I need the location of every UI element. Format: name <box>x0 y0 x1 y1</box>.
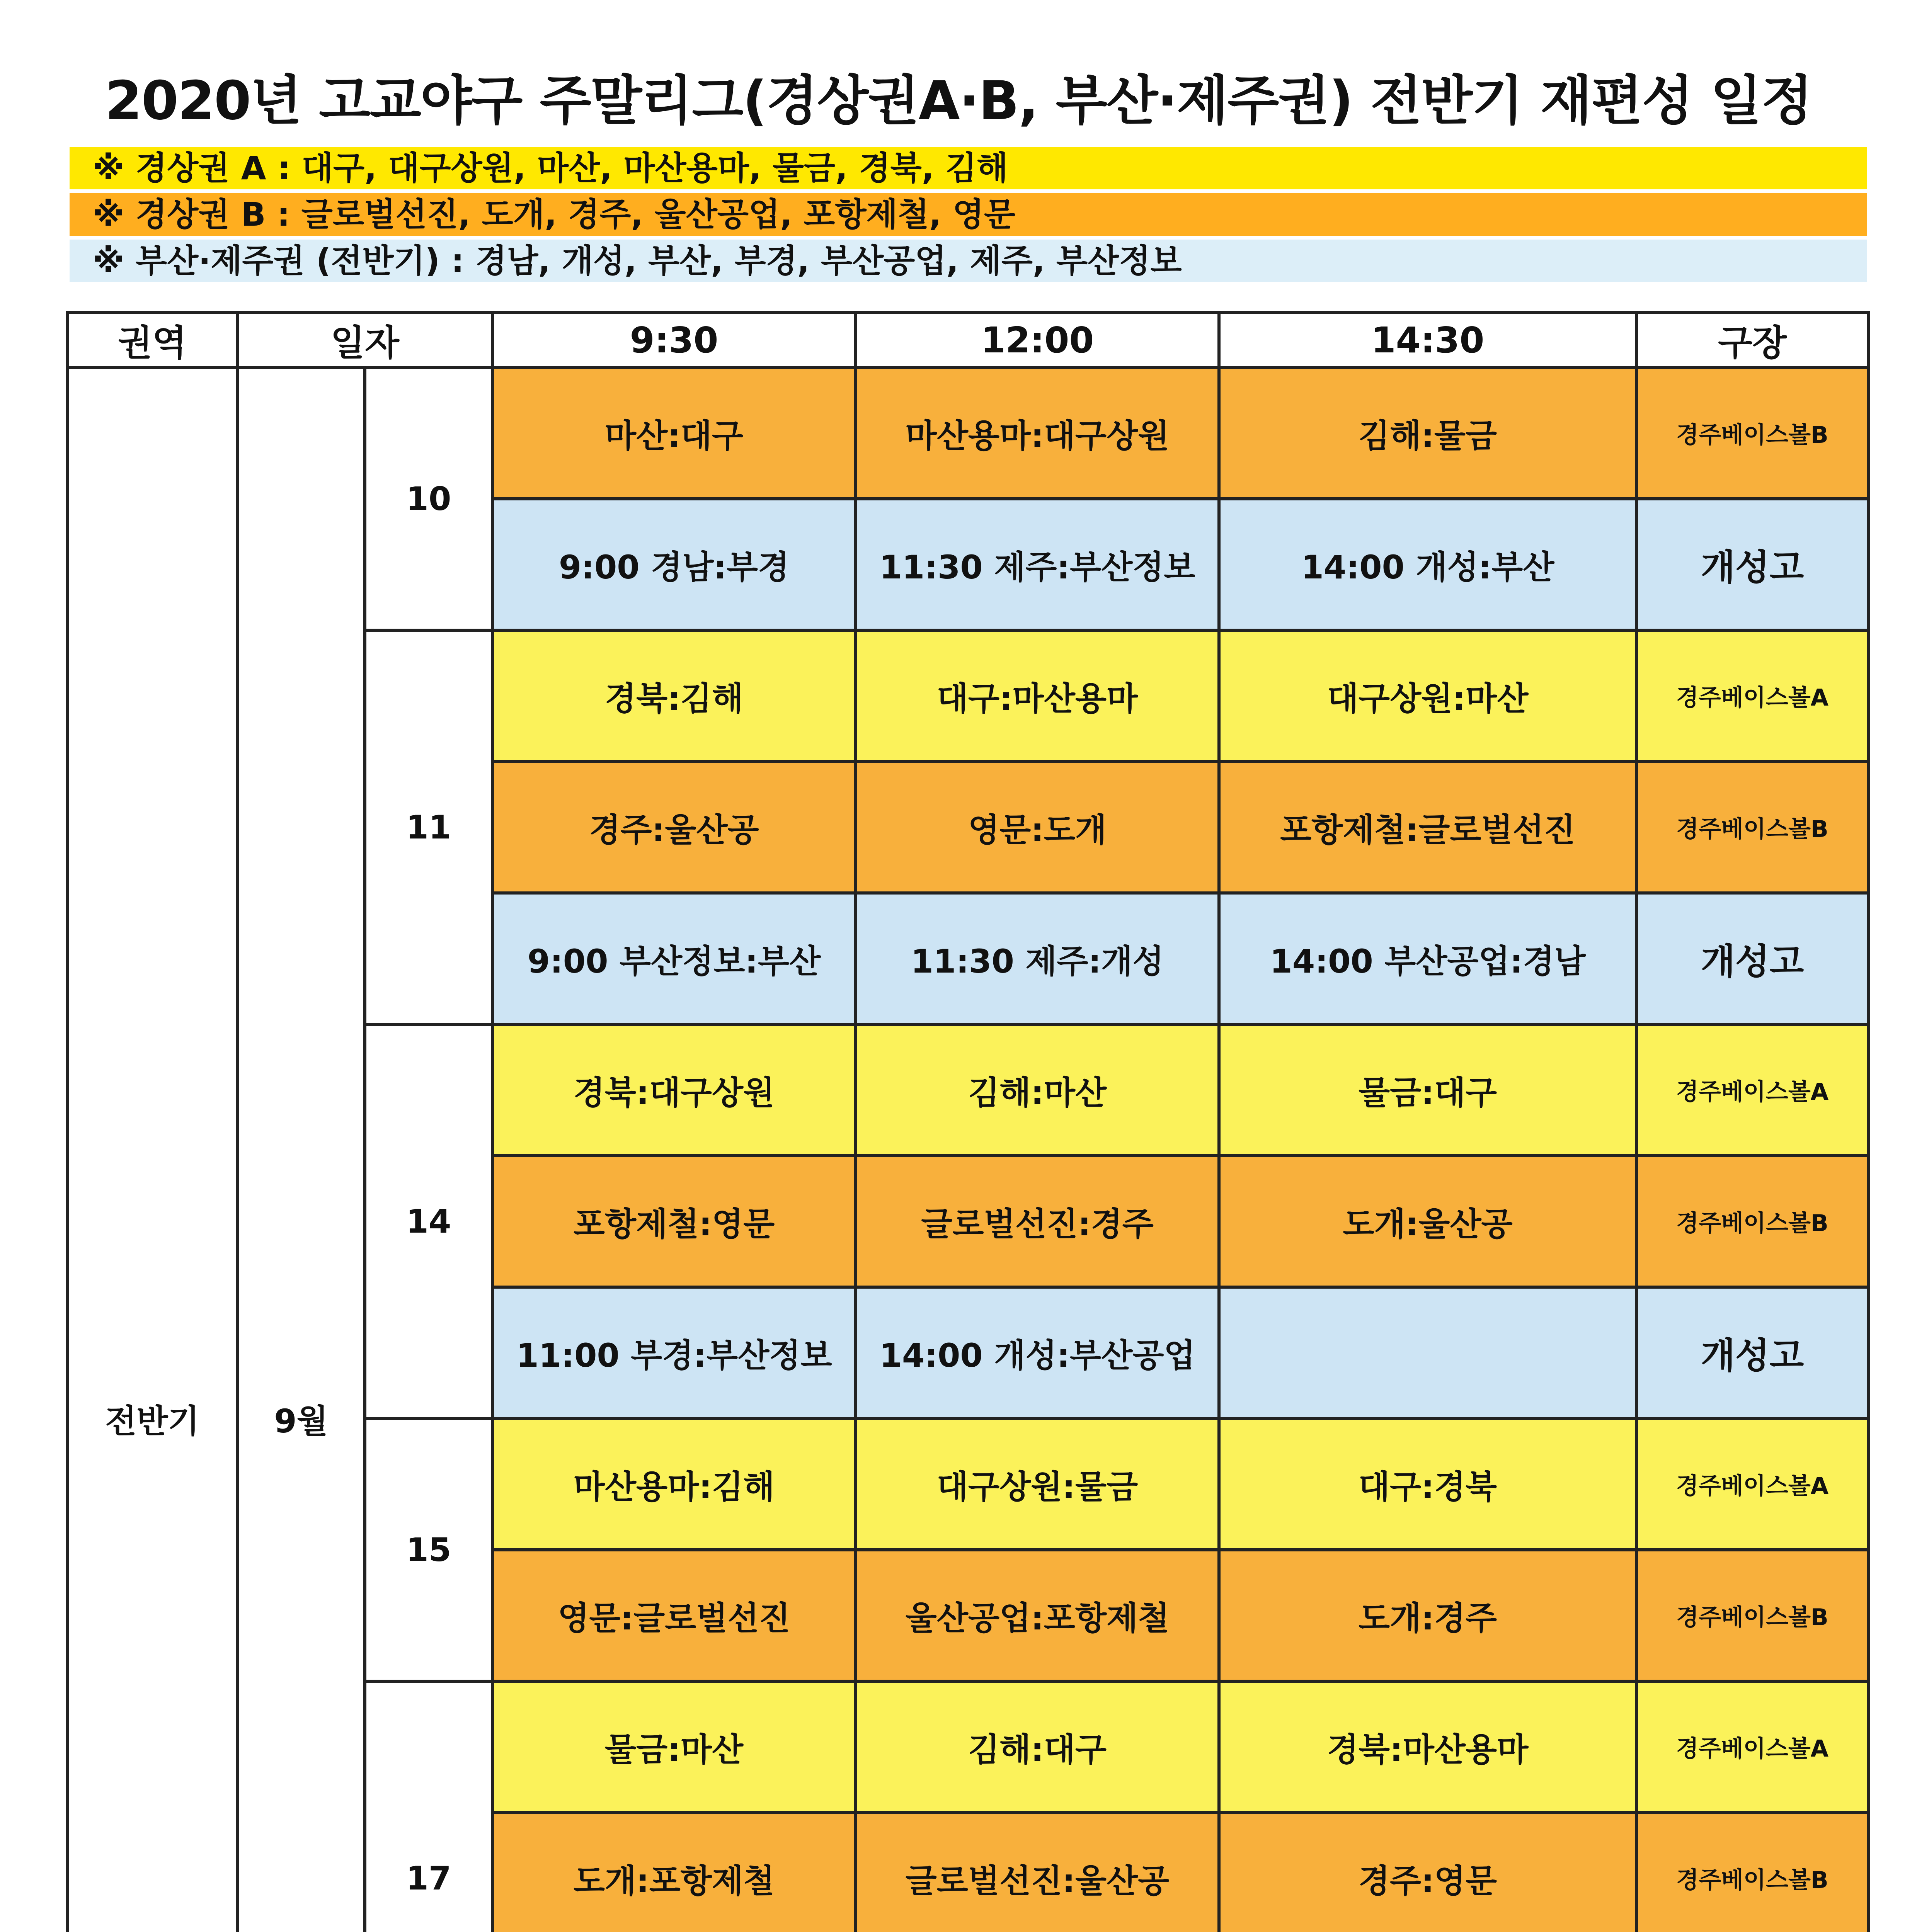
venue-cell: 경주베이스볼B <box>1636 1550 1868 1681</box>
header-time-3: 14:30 <box>1219 313 1636 367</box>
venue-cell: 경주베이스볼A <box>1636 1024 1868 1156</box>
game-cell: 글로벌선진:경주 <box>856 1156 1219 1287</box>
venue-cell: 경주베이스볼B <box>1636 367 1868 499</box>
venue-cell: 경주베이스볼B <box>1636 1156 1868 1287</box>
day-cell: 10 <box>365 367 492 630</box>
legend-gyeongsang-a: ※ 경상권 A : 대구, 대구상원, 마산, 마산용마, 물금, 경북, 김해 <box>70 147 1867 189</box>
period-cell: 전반기 <box>67 367 237 1932</box>
venue-cell: 경주베이스볼A <box>1636 1681 1868 1813</box>
schedule-table <box>66 311 1870 1932</box>
header-row <box>67 313 1868 367</box>
game-cell: 11:00 부경:부산정보 <box>492 1287 856 1418</box>
game-cell: 영문:도개 <box>856 762 1219 893</box>
game-cell: 경주:영문 <box>1219 1813 1636 1932</box>
game-cell: 마산:대구 <box>492 367 856 499</box>
venue-cell: 경주베이스볼B <box>1636 762 1868 893</box>
game-cell: 영문:글로벌선진 <box>492 1550 856 1681</box>
venue-cell: 경주베이스볼A <box>1636 630 1868 762</box>
legend-busan-jeju: ※ 부산·제주권 (전반기) : 경남, 개성, 부산, 부경, 부산공업, 제주, 부산정보 <box>70 240 1867 282</box>
game-cell: 대구상원:마산 <box>1219 630 1636 762</box>
game-cell: 울산공업:포항제철 <box>856 1550 1219 1681</box>
game-cell: 글로벌선진:울산공 <box>856 1813 1219 1932</box>
game-cell: 경북:마산용마 <box>1219 1681 1636 1813</box>
header-time-1: 9:30 <box>492 313 856 367</box>
legend-gyeongsang-b: ※ 경상권 B : 글로벌선진, 도개, 경주, 울산공업, 포항제철, 영문 <box>70 193 1867 236</box>
day-cell: 14 <box>365 1024 492 1418</box>
game-cell: 경북:김해 <box>492 630 856 762</box>
game-cell <box>1219 1287 1636 1418</box>
header-date: 일자 <box>237 313 492 367</box>
game-cell: 경주:울산공 <box>492 762 856 893</box>
header-time-2: 12:00 <box>856 313 1219 367</box>
venue-cell: 경주베이스볼A <box>1636 1418 1868 1550</box>
game-cell: 김해:대구 <box>856 1681 1219 1813</box>
game-cell: 경북:대구상원 <box>492 1024 856 1156</box>
game-cell: 대구상원:물금 <box>856 1418 1219 1550</box>
header-region: 권역 <box>67 313 237 367</box>
game-cell: 11:30 제주:부산정보 <box>856 499 1219 630</box>
game-cell: 도개:울산공 <box>1219 1156 1636 1287</box>
day-cell: 17 <box>365 1681 492 1932</box>
game-cell: 14:00 개성:부산공업 <box>856 1287 1219 1418</box>
game-cell: 대구:마산용마 <box>856 630 1219 762</box>
game-cell: 14:00 개성:부산 <box>1219 499 1636 630</box>
game-cell: 포항제철:영문 <box>492 1156 856 1287</box>
game-cell: 대구:경북 <box>1219 1418 1636 1550</box>
venue-cell: 경주베이스볼B <box>1636 1813 1868 1932</box>
game-cell: 9:00 경남:부경 <box>492 499 856 630</box>
venue-cell: 개성고 <box>1636 499 1868 630</box>
game-cell: 11:30 제주:개성 <box>856 893 1219 1024</box>
venue-cell: 개성고 <box>1636 893 1868 1024</box>
game-cell: 포항제철:글로벌선진 <box>1219 762 1636 893</box>
game-cell: 도개:포항제철 <box>492 1813 856 1932</box>
game-cell: 마산용마:대구상원 <box>856 367 1219 499</box>
game-cell: 김해:마산 <box>856 1024 1219 1156</box>
venue-cell: 개성고 <box>1636 1287 1868 1418</box>
game-cell: 도개:경주 <box>1219 1550 1636 1681</box>
day-cell: 11 <box>365 630 492 1024</box>
game-cell: 마산용마:김해 <box>492 1418 856 1550</box>
schedule-body <box>67 367 1868 1932</box>
day-cell: 15 <box>365 1418 492 1681</box>
page-title: 2020년 고교야구 주말리그(경상권A·B, 부산·제주권) 전반기 재편성 일정 <box>105 70 1812 132</box>
month-cell: 9월 <box>237 367 365 1932</box>
header-venue: 구장 <box>1636 313 1868 367</box>
game-cell: 14:00 부산공업:경남 <box>1219 893 1636 1024</box>
schedule-row <box>67 367 1868 499</box>
game-cell: 김해:물금 <box>1219 367 1636 499</box>
game-cell: 물금:마산 <box>492 1681 856 1813</box>
game-cell: 물금:대구 <box>1219 1024 1636 1156</box>
game-cell: 9:00 부산정보:부산 <box>492 893 856 1024</box>
